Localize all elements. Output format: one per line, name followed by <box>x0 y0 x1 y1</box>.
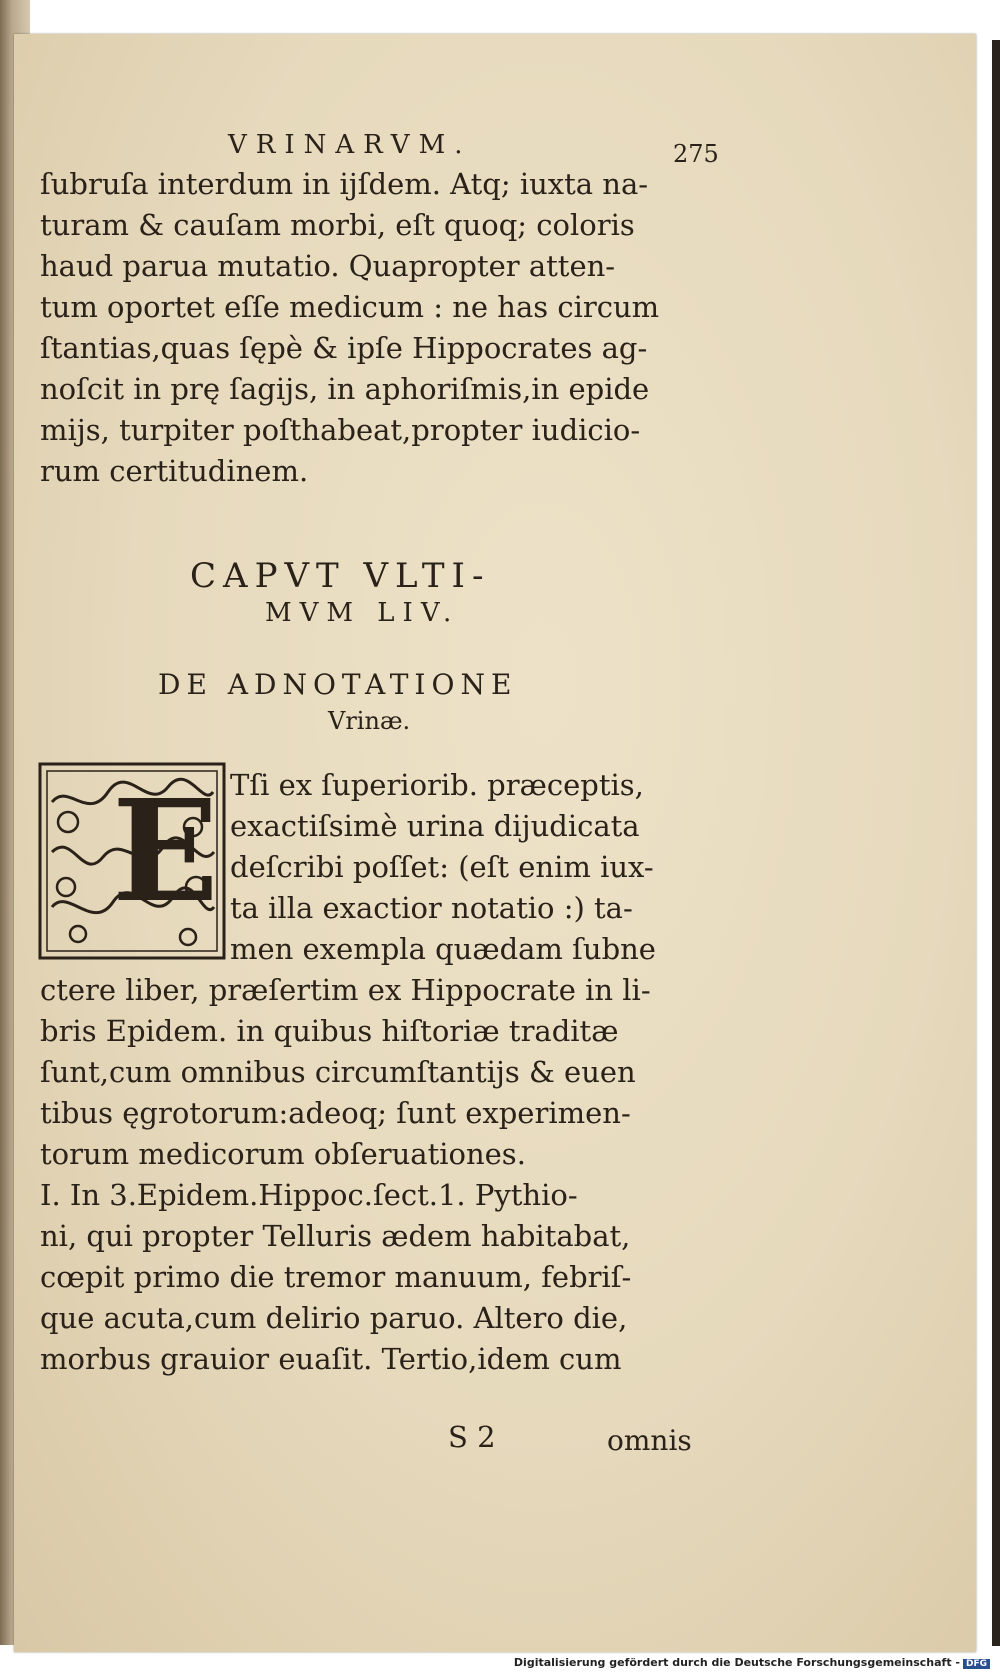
digitization-credit <box>514 1656 990 1669</box>
decorated-initial <box>38 762 226 960</box>
text-line: men exempla quædam ſubne <box>230 932 656 966</box>
page-number: 275 <box>673 140 719 168</box>
text-line: ta illa exactior notatio :) ta- <box>230 891 633 925</box>
chapter-title-continued: MVM LIV. <box>265 598 460 628</box>
initial-letter: E <box>112 770 219 934</box>
text-line: Tſi ex ſuperiorib. præceptis, <box>230 768 644 802</box>
catchword: omnis <box>607 1424 692 1457</box>
chapter-title: CAPVT VLTI- <box>190 556 491 596</box>
text-line: torum medicorum obſeruationes. <box>40 1137 526 1171</box>
section-title: DE ADNOTATIONE <box>158 668 518 701</box>
running-head: VRINARVM. <box>228 130 472 160</box>
text-line: que acuta,cum delirio paruo. Altero die, <box>40 1301 628 1335</box>
text-line: turam & cauſam morbi, eſt quoq; coloris <box>40 208 635 242</box>
text-line: bris Epidem. in quibus hiſtoriæ traditæ <box>40 1014 619 1048</box>
page-border <box>992 40 1000 1646</box>
text-line: ſtantias,quas ſępè & ipſe Hippocrates ag- <box>40 331 648 365</box>
text-line: noſcit in prę ſagijs, in aphoriſmis,in epide <box>40 372 650 406</box>
text-line: I. In 3.Epidem.Hippoc.ſect.1. Pythio- <box>40 1178 578 1212</box>
text-line: ni, qui propter Telluris ædem habitabat, <box>40 1219 631 1253</box>
text-line: ſubruſa interdum in ijſdem. Atq; iuxta na- <box>40 167 649 201</box>
dfg-logo: DFG <box>963 1659 990 1669</box>
text-line: morbus grauior euaſit. Tertio,idem cum <box>40 1342 622 1376</box>
text-line: ctere liber, præſertim ex Hippocrate in li- <box>40 973 651 1007</box>
credit-text: Digitalisierung gefördert durch die Deutsche Forschungsgemeinschaft - <box>513 1656 960 1669</box>
text-line: tibus ęgrotorum:adeoq; ſunt experimen- <box>40 1096 631 1130</box>
text-line: tum oportet eſſe medicum : ne has circum <box>40 290 660 324</box>
text-line: ſunt,cum omnibus circumſtantijs & euen <box>40 1055 636 1089</box>
signature-mark: S 2 <box>448 1420 496 1454</box>
text-line: cœpit primo die tremor manuum, febriſ- <box>40 1260 632 1294</box>
text-line: deſcribi poſſet: (eſt enim iux- <box>230 850 654 884</box>
text-line: haud parua mutatio. Quapropter atten- <box>40 249 616 283</box>
section-subtitle: Vrinæ. <box>328 707 411 735</box>
text-line: mijs, turpiter poſthabeat,propter iudicio- <box>40 413 641 447</box>
text-line: rum certitudinem. <box>40 454 309 488</box>
text-line: exactiſsimè urina dijudicata <box>230 809 640 843</box>
